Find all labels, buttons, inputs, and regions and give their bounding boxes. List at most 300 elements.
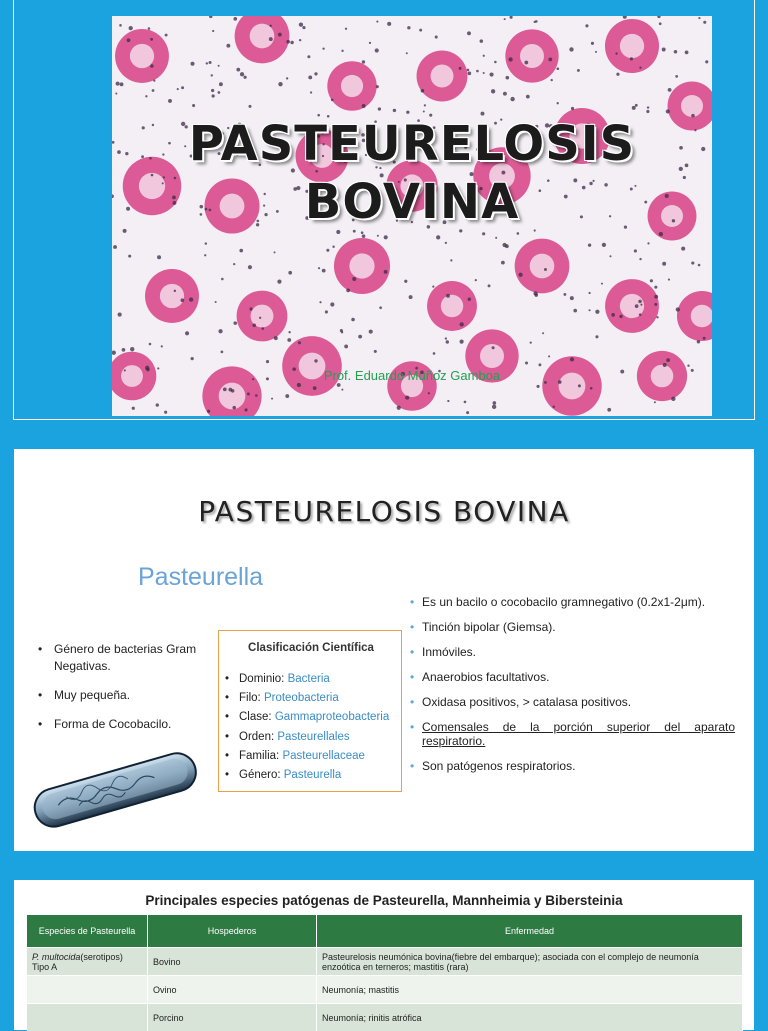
species-cell: [27, 1004, 148, 1031]
bacteria-dot: [122, 348, 126, 352]
bacteria-dot: [362, 234, 366, 238]
list-item: • Orden: Pasteurellales: [225, 728, 389, 747]
bacteria-dot: [630, 57, 633, 60]
bacteria-dot: [120, 82, 124, 86]
bacteria-dot: [467, 69, 470, 72]
bacteria-dot: [330, 302, 334, 306]
bacteria-dot: [588, 292, 590, 294]
slide-heading: PASTEURELOSIS BOVINA: [14, 495, 754, 528]
bacteria-dot: [671, 397, 675, 401]
bacteria-dot: [218, 65, 220, 67]
bacteria-dot: [177, 88, 179, 90]
bacteria-dot: [308, 76, 312, 80]
bacteria-dot: [115, 92, 117, 94]
bacteria-dot: [233, 17, 237, 21]
bacteria-dot: [639, 313, 642, 316]
bacteria-dot: [221, 278, 224, 281]
bacteria-dot: [536, 385, 539, 388]
bacteria-dot: [569, 47, 573, 51]
list-item: • Filo: Proteobacteria: [225, 689, 389, 708]
bacteria-dot: [189, 297, 193, 301]
bacteria-dot: [632, 106, 636, 110]
bacteria-dot: [236, 68, 240, 72]
list-item: • Tinción bipolar (Giemsa).: [410, 620, 735, 634]
list-item: • Forma de Cocobacilo.: [34, 716, 214, 733]
bacteria-dot: [450, 259, 452, 261]
bacteria-dot: [466, 411, 469, 414]
bacteria-dot: [570, 357, 574, 361]
bacteria-dot: [505, 76, 509, 80]
red-blood-cell-center: [160, 284, 184, 308]
bacteria-dot: [409, 295, 413, 299]
bacteria-dot: [209, 61, 212, 64]
bacteria-dot: [687, 365, 689, 367]
bacteria-dot: [332, 245, 334, 247]
bacteria-dot: [302, 26, 305, 29]
bacteria-dot: [361, 231, 364, 234]
red-blood-cell-center: [620, 34, 644, 58]
bacteria-dot: [428, 392, 430, 394]
bacteria-dot: [491, 89, 495, 93]
bacteria-dot: [118, 313, 122, 317]
red-blood-cell-center: [349, 253, 374, 278]
bacteria-dot: [219, 82, 223, 86]
bacteria-dot: [376, 21, 378, 23]
bacteria-dot: [640, 304, 642, 306]
bacteria-dot: [231, 389, 234, 392]
bacteria-dot: [646, 110, 649, 113]
bacteria-dot: [492, 346, 495, 349]
classification-box: [218, 630, 402, 792]
bacteria-dot: [544, 268, 547, 271]
bacteria-dot: [635, 104, 638, 107]
bacteria-dot: [534, 21, 536, 23]
bacteria-dot: [421, 89, 425, 93]
bacteria-dot: [446, 294, 450, 298]
bacteria-dot: [703, 21, 706, 24]
bacteria-dot: [502, 243, 506, 247]
host-cell: Porcino: [148, 1004, 317, 1031]
list-item: • Comensales de la porción superior del aparato respiratorio.: [410, 720, 735, 748]
disease-cell: Neumonía; rinitis atrófica: [317, 1004, 743, 1031]
bacteria-dot: [510, 97, 514, 101]
bacteria-dot: [524, 61, 528, 65]
bacteria-dot: [212, 94, 215, 97]
bacteria-dot: [192, 104, 195, 107]
bacteria-dot: [274, 336, 278, 340]
bacteria-dot: [518, 273, 522, 277]
bacteria-dot: [635, 304, 639, 308]
bacteria-dot: [326, 249, 329, 252]
bacteria-dot: [298, 341, 301, 344]
bacteria-dot: [374, 350, 377, 353]
bacteria-dot: [185, 331, 189, 335]
bacteria-dot: [358, 335, 362, 339]
bacteria-dot: [591, 42, 594, 45]
bacteria-dot: [525, 361, 528, 364]
bacteria-dot: [460, 340, 464, 344]
bacteria-dot: [590, 387, 593, 390]
bacteria-dot: [488, 284, 491, 287]
host-cell: Ovino: [148, 976, 317, 1004]
bacteria-dot: [588, 243, 591, 246]
bacteria-dot: [277, 279, 281, 283]
bacteria-dot: [239, 249, 243, 253]
bacteria-dot: [278, 82, 282, 86]
bacteria-dot: [313, 386, 317, 390]
bacteria-dot: [654, 295, 658, 299]
bacteria-dot: [252, 323, 256, 327]
bacteria-dot: [493, 401, 497, 405]
bacteria-dot: [127, 38, 131, 42]
bacteria-dot: [233, 321, 237, 325]
disease-cell: Neumonía; mastitis: [317, 976, 743, 1004]
bacteria-dot: [585, 24, 588, 27]
bacteria-dot: [285, 394, 289, 398]
bacteria-dot: [223, 387, 227, 391]
bacteria-dot: [460, 322, 464, 326]
bacteria-dot: [341, 389, 343, 391]
bacteria-dot: [299, 22, 303, 26]
bacteria-dot: [290, 41, 293, 44]
bacteria-dot: [674, 50, 678, 54]
table-header-row: [27, 915, 743, 948]
bacteria-dot: [698, 264, 701, 267]
bacteria-dot: [526, 95, 530, 99]
bacteria-dot: [435, 35, 438, 38]
bacteria-dot: [548, 57, 552, 61]
list-item: • Género: Pasteurella: [225, 766, 389, 785]
bacteria-dot: [288, 331, 290, 333]
bacteria-dot: [232, 406, 236, 410]
bacteria-dot: [331, 98, 334, 101]
bacteria-dot: [570, 296, 574, 300]
bacteria-dot: [130, 347, 134, 351]
bacteria-dot: [152, 89, 155, 92]
bacteria-dot: [436, 235, 440, 239]
bacteria-dot: [204, 254, 206, 256]
bacterium-image: [26, 749, 204, 829]
blood-smear-image: [112, 16, 712, 416]
bacteria-dot: [336, 230, 340, 234]
bacteria-dot: [119, 24, 122, 27]
bacteria-dot: [467, 31, 471, 35]
red-blood-cell-center: [219, 383, 246, 410]
bacteria-dot: [116, 82, 120, 86]
bacteria-dot: [654, 401, 656, 403]
bacteria-dot: [369, 42, 371, 44]
bacteria-dot: [482, 232, 485, 235]
slide-title-line1: PASTEURELOSIS: [112, 116, 712, 172]
bacteria-dot: [616, 73, 619, 76]
bacteria-dot: [261, 327, 264, 330]
bacteria-dot: [553, 406, 555, 408]
bacteria-dot: [639, 258, 641, 260]
bacteria-dot: [243, 76, 246, 79]
bacteria-dot: [340, 329, 343, 332]
bacteria-dot: [464, 401, 467, 404]
host-cell: Bovino: [148, 948, 317, 976]
bacteria-dot: [168, 99, 172, 103]
bacteria-dot: [384, 270, 388, 274]
bacteria-dot: [548, 355, 550, 357]
bacteria-dot: [675, 75, 678, 78]
bacteria-dot: [310, 91, 312, 93]
bacteria-dot: [676, 307, 680, 311]
bacteria-dot: [611, 313, 615, 317]
bacteria-dot: [533, 291, 537, 295]
list-item: • Género de bacterias Gram Negativas.: [34, 641, 214, 675]
list-item: • Inmóviles.: [410, 645, 735, 659]
bacteria-dot: [602, 243, 606, 247]
bacteria-dot: [259, 317, 261, 319]
red-blood-cell-center: [341, 75, 363, 97]
bacteria-dot: [406, 111, 409, 114]
bacteria-dot: [266, 360, 269, 363]
bacteria-dot: [489, 72, 493, 76]
bacteria-dot: [404, 280, 407, 283]
bacteria-dot: [145, 95, 147, 97]
bacteria-dot: [551, 79, 553, 81]
bacteria-dot: [446, 340, 449, 343]
bacteria-dot: [563, 293, 566, 296]
bacteria-dot: [571, 107, 574, 110]
bacteria-dot: [654, 303, 657, 306]
bacteria-dot: [322, 269, 326, 273]
bacteria-dot: [668, 278, 670, 280]
bacteria-dot: [662, 262, 666, 266]
bacteria-dot: [153, 79, 155, 81]
bacteria-dot: [299, 39, 301, 41]
bacteria-dot: [226, 44, 230, 48]
bacteria-dot: [314, 72, 317, 75]
bacteria-dot: [337, 383, 341, 387]
bacteria-dot: [376, 85, 379, 88]
list-item: • Clase: Gammaproteobacteria: [225, 708, 389, 727]
bacteria-dot: [248, 105, 251, 108]
bacteria-dot: [697, 340, 700, 343]
list-item: • Son patógenos respiratorios.: [410, 759, 735, 773]
bacteria-dot: [191, 357, 194, 360]
bacteria-dot: [255, 394, 258, 397]
bacteria-dot: [666, 109, 670, 113]
bacteria-dot: [244, 408, 247, 411]
list-item: • Familia: Pasteurellaceae: [225, 747, 389, 766]
bacteria-dot: [657, 16, 660, 18]
classification-list: [225, 670, 389, 785]
bacteria-dot: [432, 286, 434, 288]
bacteria-dot: [607, 408, 611, 412]
bacteria-dot: [691, 261, 694, 264]
header-hosts: Hospederos: [148, 915, 317, 948]
bacteria-dot: [419, 29, 422, 32]
bacteria-dot: [595, 310, 599, 314]
bacteria-dot: [638, 300, 642, 304]
bacteria-dot: [211, 74, 213, 76]
bacteria-dot: [211, 89, 214, 92]
bacteria-dot: [174, 290, 176, 292]
bacteria-dot: [588, 309, 590, 311]
bacteria-dot: [654, 286, 657, 289]
table-row: [27, 948, 743, 976]
list-item: • Muy pequeña.: [34, 687, 214, 704]
bacteria-dot: [504, 18, 506, 20]
bacteria-dot: [375, 48, 379, 52]
bacteria-dot: [129, 26, 133, 30]
bacteria-dot: [345, 28, 347, 30]
bacteria-dot: [132, 407, 135, 410]
genus-subtitle: Pasteurella: [138, 563, 263, 592]
bacteria-dot: [445, 242, 447, 244]
red-blood-cell-center: [520, 44, 544, 68]
red-blood-cell-center: [431, 65, 454, 88]
bacteria-dot: [407, 26, 410, 29]
bacteria-dot: [483, 72, 485, 74]
bacteria-dot: [503, 92, 507, 96]
bacteria-dot: [480, 39, 484, 43]
bacteria-dot: [215, 301, 217, 303]
bacteria-dot: [433, 352, 436, 355]
title-slide: [13, 0, 755, 420]
characteristics-list: [34, 641, 214, 745]
bacteria-dot: [406, 52, 408, 54]
bacteria-dot: [494, 61, 497, 64]
bacteria-dot: [517, 232, 520, 235]
bacteria-dot: [248, 265, 252, 269]
bacteria-dot: [424, 104, 426, 106]
author-name: Prof. Eduardo Muñoz Gamboa: [112, 368, 712, 383]
bacteria-dot: [647, 242, 649, 244]
bacteria-dot: [322, 48, 324, 50]
bacteria-dot: [112, 350, 116, 354]
species-cell: [27, 976, 148, 1004]
bacteria-dot: [150, 64, 154, 68]
bacteria-dot: [423, 110, 425, 112]
bacteria-dot: [269, 25, 271, 27]
bacteria-dot: [181, 298, 185, 302]
bacteria-dot: [287, 338, 291, 342]
list-item: • Dominio: Bacteria: [225, 670, 389, 689]
bacteria-dot: [181, 86, 184, 89]
bacteria-dot: [212, 30, 214, 32]
bacteria-dot: [539, 363, 542, 366]
bacteria-dot: [476, 70, 479, 73]
bacteria-dot: [150, 38, 153, 41]
bacteria-dot: [378, 107, 381, 110]
bacteria-dot: [190, 62, 194, 66]
bacteria-dot: [578, 384, 581, 387]
bacteria-dot: [113, 245, 117, 249]
red-blood-cell-center: [441, 295, 463, 317]
bacteria-dot: [318, 267, 320, 269]
bacteria-dot: [221, 351, 224, 354]
bacteria-dot: [161, 345, 163, 347]
bacteria-dot: [128, 255, 131, 258]
bacteria-dot: [278, 33, 282, 37]
bacteria-dot: [397, 406, 401, 410]
bacteria-dot: [459, 67, 462, 70]
bacteria-dot: [659, 22, 662, 25]
bacteria-dot: [557, 102, 559, 104]
table-title: Principales especies patógenas de Pasteurella, Mannheimia y Bibersteinia: [14, 893, 754, 908]
bacteria-dot: [468, 298, 471, 301]
pasteurella-slide: [14, 449, 754, 851]
species-cell: P. multocida(serotipos) Tipo A: [27, 948, 148, 976]
bacteria-dot: [164, 411, 167, 414]
bacteria-dot: [573, 309, 577, 313]
bacteria-dot: [271, 398, 273, 400]
bacteria-dot: [297, 383, 301, 387]
bacteria-dot: [314, 359, 317, 362]
bacteria-dot: [705, 60, 708, 63]
bacteria-dot: [668, 88, 672, 92]
bacteria-dot: [393, 109, 396, 112]
properties-list: [410, 595, 735, 784]
bacteria-dot: [207, 410, 210, 413]
bacteria-dot: [288, 271, 292, 275]
bacteria-dot: [240, 72, 244, 76]
bacteria-dot: [341, 50, 343, 52]
red-blood-cell-center: [250, 24, 275, 49]
bacteria-dot: [387, 22, 391, 26]
bacteria-dot: [595, 51, 597, 53]
bacteria-dot: [501, 261, 505, 265]
bacteria-dot: [698, 17, 700, 19]
bacteria-dot: [656, 316, 658, 318]
bacteria-dot: [369, 330, 373, 334]
table-row: [27, 976, 743, 1004]
bacteria-dot: [325, 310, 328, 313]
bacteria-dot: [351, 318, 355, 322]
red-blood-cell-center: [130, 44, 154, 68]
table-row: [27, 1004, 743, 1031]
bacteria-dot: [447, 400, 449, 402]
bacteria-dot: [346, 288, 350, 292]
bacteria-dot: [286, 77, 288, 79]
bacteria-dot: [148, 27, 151, 30]
bacteria-dot: [379, 306, 382, 309]
red-blood-cell-center: [681, 95, 703, 117]
bacteria-dot: [634, 249, 637, 252]
bacteria-dot: [307, 55, 310, 58]
bacteria-dot: [492, 405, 496, 409]
list-item: • Es un bacilo o cocobacilo gramnegativo (0.2x1-2μm).: [410, 595, 735, 609]
bacteria-dot: [703, 337, 706, 340]
bacteria-dot: [218, 329, 222, 333]
species-table: [27, 915, 743, 1031]
bacteria-dot: [483, 55, 485, 57]
bacteria-dot: [269, 37, 273, 41]
list-item: • Oxidasa positivos, > catalasa positivos.: [410, 695, 735, 709]
bacteria-dot: [247, 393, 250, 396]
bacteria-dot: [556, 67, 559, 70]
bacteria-dot: [157, 255, 161, 259]
bacteria-dot: [609, 255, 611, 257]
bacteria-dot: [233, 263, 235, 265]
bacteria-dot: [405, 396, 409, 400]
bacteria-dot: [647, 106, 649, 108]
bacteria-dot: [681, 247, 685, 251]
bacteria-dot: [353, 230, 356, 233]
disease-cell: Pasteurelosis neumónica bovina(fiebre del embarque); asociada con el complejo de neumonía enzoótica en terneros; mastitis (rara): [317, 948, 743, 976]
bacteria-dot: [206, 62, 208, 64]
bacteria-dot: [352, 277, 356, 281]
bacteria-dot: [445, 337, 447, 339]
bacteria-dot: [508, 57, 512, 61]
bacteria-dot: [650, 279, 653, 282]
bacteria-dot: [542, 332, 544, 334]
bacteria-dot: [149, 343, 152, 346]
